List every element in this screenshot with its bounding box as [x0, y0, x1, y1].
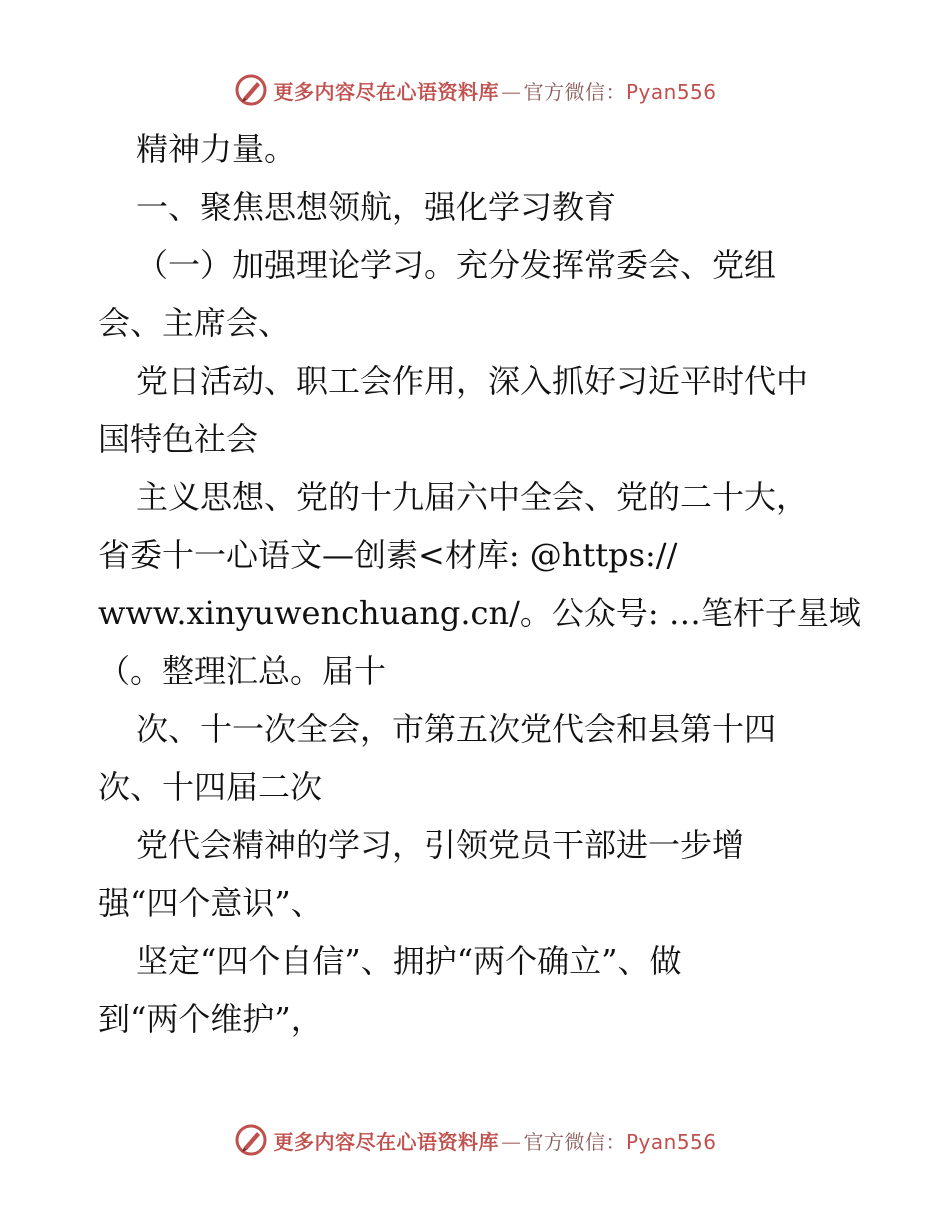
- watermark-dash: —: [500, 1129, 522, 1154]
- text-line: 到“两个维护”，: [98, 1000, 323, 1038]
- pen-logo-icon: [233, 72, 269, 108]
- text-line: 精神力量。: [136, 130, 297, 168]
- text-line: （一）加强理论学习。充分发挥常委会、党组: [136, 246, 777, 284]
- text-line: （。整理汇总。届十: [98, 652, 387, 690]
- document-body: [98, 120, 861, 1048]
- text-line: 党日活动、职工会作用，深入抓好习近平时代中: [136, 362, 809, 400]
- watermark-site: 更多内容尽在心语资料库: [273, 1129, 499, 1154]
- text-line: 次、十四届二次: [98, 768, 323, 806]
- footer-watermark: [0, 1120, 950, 1160]
- watermark-account: Pyan556: [625, 79, 717, 104]
- text-line: 次、十一次全会，市第五次党代会和县第十四: [136, 710, 777, 748]
- text-line: 党代会精神的学习，引领党员干部进一步增: [136, 826, 745, 864]
- watermark-label: 官方微信：: [523, 79, 626, 104]
- text-line: www.xinyuwenchuang.cn/。公众号: …笔杆子星域: [98, 594, 861, 632]
- text-line: 会、主席会、: [98, 304, 291, 342]
- text-line: 坚定“四个自信”、拥护“两个确立”、做: [136, 942, 682, 980]
- header-watermark: [0, 70, 950, 110]
- watermark-text: [273, 1126, 716, 1155]
- text-line: 主义思想、党的十九届六中全会、党的二十大，: [136, 478, 809, 516]
- watermark-site: 更多内容尽在心语资料库: [273, 79, 499, 104]
- text-line: 强“四个意识”、: [98, 884, 323, 922]
- text-line: 国特色社会: [98, 420, 259, 458]
- section-heading: 一、聚焦思想领航，强化学习教育: [136, 188, 617, 226]
- pen-logo-icon: [233, 1122, 269, 1158]
- watermark-text: [273, 76, 716, 105]
- watermark-label: 官方微信：: [523, 1129, 626, 1154]
- watermark-dash: —: [500, 79, 522, 104]
- text-line: 省委十一心语文—创素<材库: @https://: [98, 536, 678, 574]
- watermark-account: Pyan556: [625, 1129, 717, 1154]
